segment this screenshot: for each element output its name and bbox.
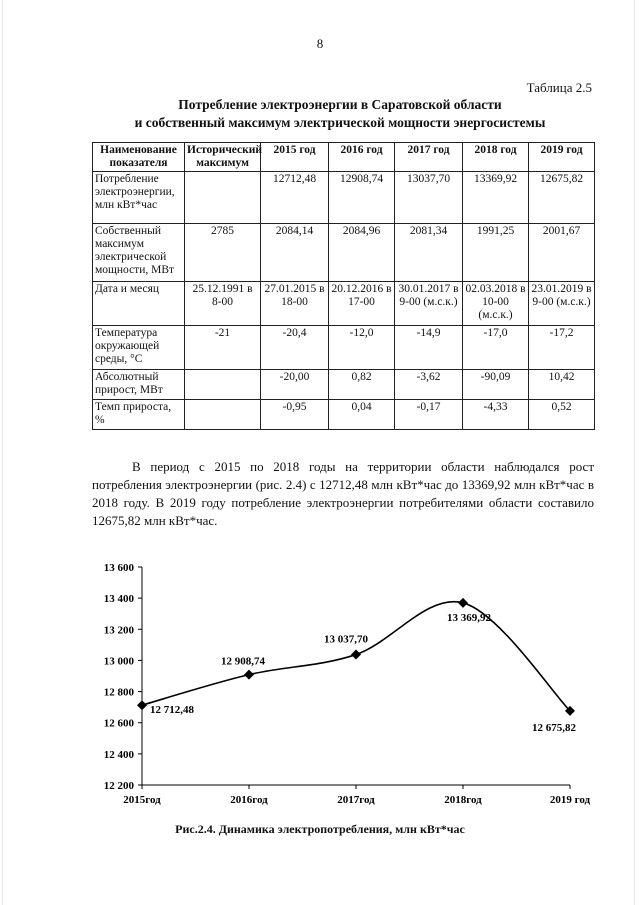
table-cell: -4,33 [463, 400, 529, 430]
y-tick-label: 12 800 [103, 686, 134, 699]
table-cell [185, 370, 261, 400]
table-cell: 0,52 [529, 400, 595, 430]
y-tick-label: 12 400 [103, 748, 134, 761]
data-point-marker [458, 598, 468, 608]
y-tick-label: 13 200 [103, 624, 134, 637]
table-cell: -14,9 [395, 326, 463, 370]
row-label: Темп прироста, % [93, 400, 185, 430]
row-label: Абсолютный прирост, МВт [93, 370, 185, 400]
table-cell: 23.01.2019 в 9-00 (м.с.к.) [529, 282, 595, 326]
y-tick-label: 13 600 [103, 562, 134, 574]
table-cell: -20,00 [261, 370, 329, 400]
table-cell: -20,4 [261, 326, 329, 370]
scan-edge-left [2, 0, 3, 905]
table-cell: 20.12.2016 в 17-00 [329, 282, 395, 326]
figure-caption: Рис.2.4. Динамика электропотребления, млн кВт*час [175, 822, 465, 836]
table-cell: -21 [185, 326, 261, 370]
x-tick-label: 2016год [230, 794, 268, 806]
table-cell: 2081,34 [395, 224, 463, 282]
table-cell: 10,42 [529, 370, 595, 400]
table-row [93, 370, 595, 400]
table-cell: 25.12.1991 в 8-00 [185, 282, 261, 326]
x-tick-label: 2019 год [549, 794, 591, 806]
table-header-row [93, 143, 595, 172]
scan-edge-right [634, 0, 635, 905]
data-label: 12 712,48 [150, 704, 194, 717]
table-title [60, 96, 620, 132]
y-tick-label: 13 000 [103, 655, 134, 668]
x-tick-label: 2018год [444, 794, 482, 806]
table-cell: 2785 [185, 224, 261, 282]
table-cell: -0,95 [261, 400, 329, 430]
data-label: 12 675,82 [532, 721, 576, 734]
table-cell: 12675,82 [529, 172, 595, 224]
table-cell: -0,17 [395, 400, 463, 430]
y-tick-label: 13 400 [103, 593, 134, 606]
table-title-line1: Потребление электроэнергии в Саратовской области [178, 97, 502, 112]
table-cell: 1991,25 [463, 224, 529, 282]
y-tick-label: 12 200 [103, 780, 134, 792]
header-historical-max: Исторический максимум [185, 143, 261, 172]
table-row [93, 282, 595, 326]
consumption-table [92, 142, 595, 430]
data-label: 12 908,74 [221, 655, 265, 668]
data-point-marker [351, 650, 361, 660]
header-2019: 2019 год [529, 143, 595, 172]
table-cell: 12908,74 [329, 172, 395, 224]
table-cell [185, 400, 261, 430]
table-cell: 2001,67 [529, 224, 595, 282]
row-label: Собственный максимум электрической мощности, МВт [93, 224, 185, 282]
table-cell: -17,0 [463, 326, 529, 370]
table-cell: -12,0 [329, 326, 395, 370]
table-row [93, 172, 595, 224]
table-cell: -17,2 [529, 326, 595, 370]
consumption-line-chart [60, 555, 600, 815]
table-title-line2: и собственный максимум электрической мощности энергосистемы [134, 115, 546, 130]
table-cell: 12712,48 [261, 172, 329, 224]
data-point-marker [137, 700, 147, 710]
table-label: Таблица 2.5 [526, 80, 592, 95]
table-cell [185, 172, 261, 224]
header-2016: 2016 год [329, 143, 395, 172]
table-cell: -3,62 [395, 370, 463, 400]
header-indicator: Наименование показателя [93, 143, 185, 172]
table-row [93, 400, 595, 430]
row-label: Температура окружающей среды, °С [93, 326, 185, 370]
header-2017: 2017 год [395, 143, 463, 172]
table-cell: 2084,96 [329, 224, 395, 282]
y-tick-label: 12 600 [103, 717, 134, 730]
row-label: Потребление электроэнергии, млн кВт*час [93, 172, 185, 224]
table-row [93, 224, 595, 282]
table-cell: 13369,92 [463, 172, 529, 224]
data-label: 13 369,92 [447, 611, 491, 624]
x-tick-label: 2015год [123, 794, 161, 806]
header-2015: 2015 год [261, 143, 329, 172]
table-cell: 30.01.2017 в 9-00 (м.с.к.) [395, 282, 463, 326]
x-tick-label: 2017год [337, 794, 375, 806]
table-cell: 2084,14 [261, 224, 329, 282]
table-cell: 0,82 [329, 370, 395, 400]
row-label: Дата и месяц [93, 282, 185, 326]
table-cell: 0,04 [329, 400, 395, 430]
table-cell: 13037,70 [395, 172, 463, 224]
table-row [93, 326, 595, 370]
page-number: 8 [316, 36, 324, 51]
table-cell: 02.03.2018 в 10-00 (м.с.к.) [463, 282, 529, 326]
header-2018: 2018 год [463, 143, 529, 172]
data-label: 13 037,70 [324, 633, 368, 646]
table-cell: -90,09 [463, 370, 529, 400]
data-point-marker [244, 670, 254, 680]
table-cell: 27.01.2015 в 18-00 [261, 282, 329, 326]
body-paragraph: В период с 2015 по 2018 годы на территории области наблюдался рост потребления электроэнергии (рис. 2.4) с 12712,48 млн кВт*час до 13369,92 млн кВт*час в 2018 году. В 2019 году потребление электроэнергии потребителями области составило 12675,82 млн кВт*час. [92, 459, 594, 528]
